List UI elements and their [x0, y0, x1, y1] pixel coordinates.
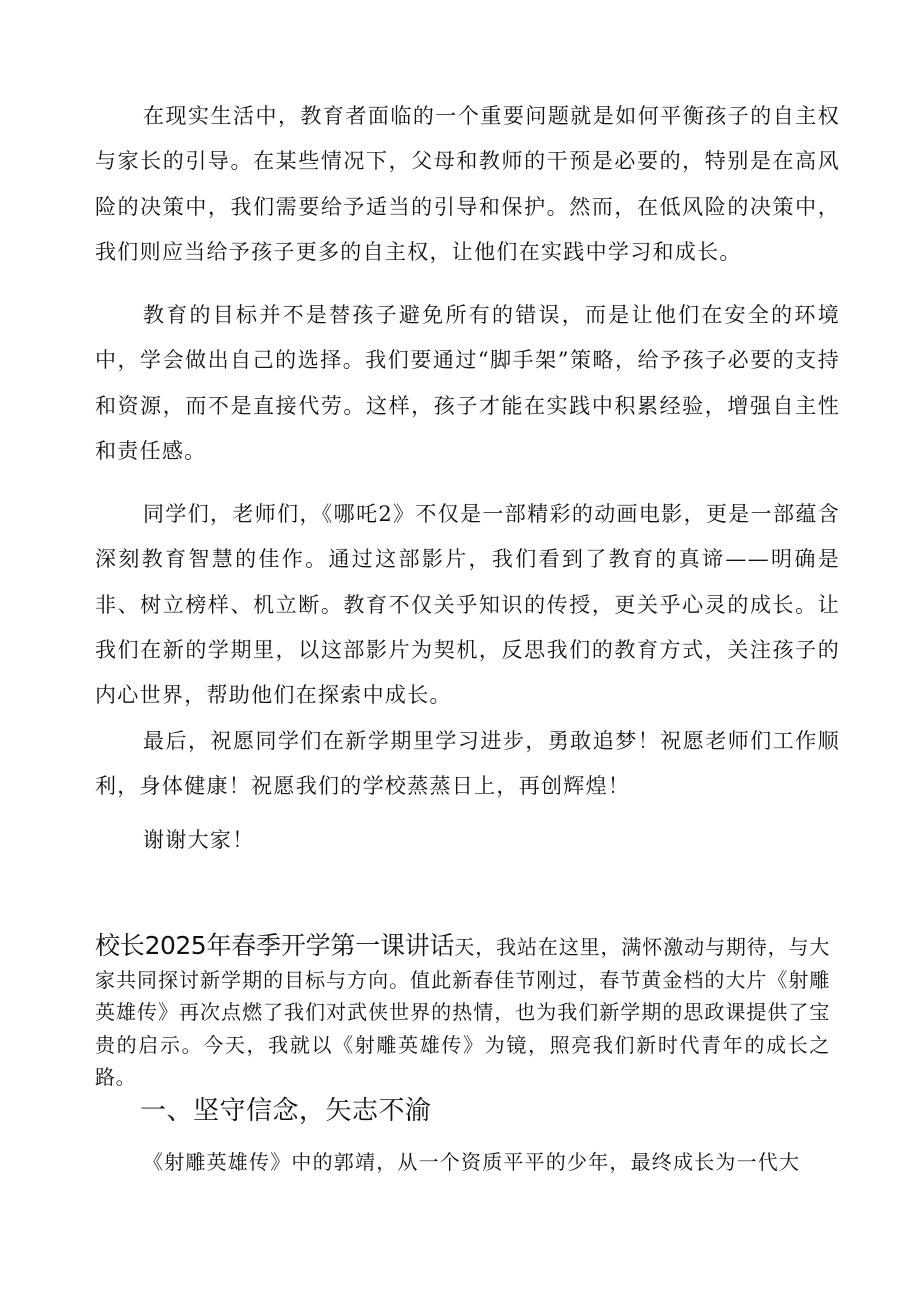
section-intro-paragraph	[95, 930, 830, 1094]
section-heading: 一、坚守信念，矢志不渝	[140, 1096, 432, 1126]
paragraph-guo-jing: 《射雕英雄传》中的郭靖，从一个资质平平的少年，最终成长为一代大	[143, 1150, 801, 1174]
paragraph-closing-wishes: 最后，祝愿同学们在新学期里学习进步，勇敢追梦！祝愿老师们工作顺利，身体健康！祝愿我们的学校蒸蒸日上，再创辉煌！	[95, 729, 840, 799]
document-title: 校长2025年春季开学第一课讲话	[95, 931, 455, 960]
paragraph-education-goal: 教育的目标并不是替孩子避免所有的错误，而是让他们在安全的环境中，学会做出自己的选择。我们要通过“脚手架”策略，给予孩子必要的支持和资源，而不是直接代劳。这样，孩子才能在实践中积累经验，增强自主性和责任感。	[95, 303, 840, 463]
section-intro-text: 天，我站在这里，满怀激动与期待，与大家共同探讨新学期的目标与方向。值此新春佳节刚过，春节黄金档的大片《射雕英雄传》再次点燃了我们对武侠世界的热情，也为我们新学期的思政课提供了宝贵的启示。今天，我就以《射雕英雄传》为镜，照亮我们新时代青年的成长之路。	[95, 935, 830, 1090]
paragraph-balance-autonomy: 在现实生活中，教育者面临的一个重要问题就是如何平衡孩子的自主权与家长的引导。在某些情况下，父母和教师的干预是必要的，特别是在高风险的决策中，我们需要给予适当的引导和保护。然而，在低风险的决策中，我们则应当给予孩子更多的自主权，让他们在实践中学习和成长。	[95, 104, 840, 264]
paragraph-nezha-film: 同学们，老师们，《哪吒2》不仅是一部精彩的动画电影，更是一部蕴含深刻教育智慧的佳作。通过这部影片，我们看到了教育的真谛——明确是非、树立榜样、机立断。教育不仅关乎知识的传授，更关乎心灵的成长。让我们在新的学期里，以这部影片为契机，反思我们的教育方式，关注孩子的内心世界，帮助他们在探索中成长。	[95, 502, 840, 708]
paragraph-thanks: 谢谢大家！	[143, 828, 255, 852]
